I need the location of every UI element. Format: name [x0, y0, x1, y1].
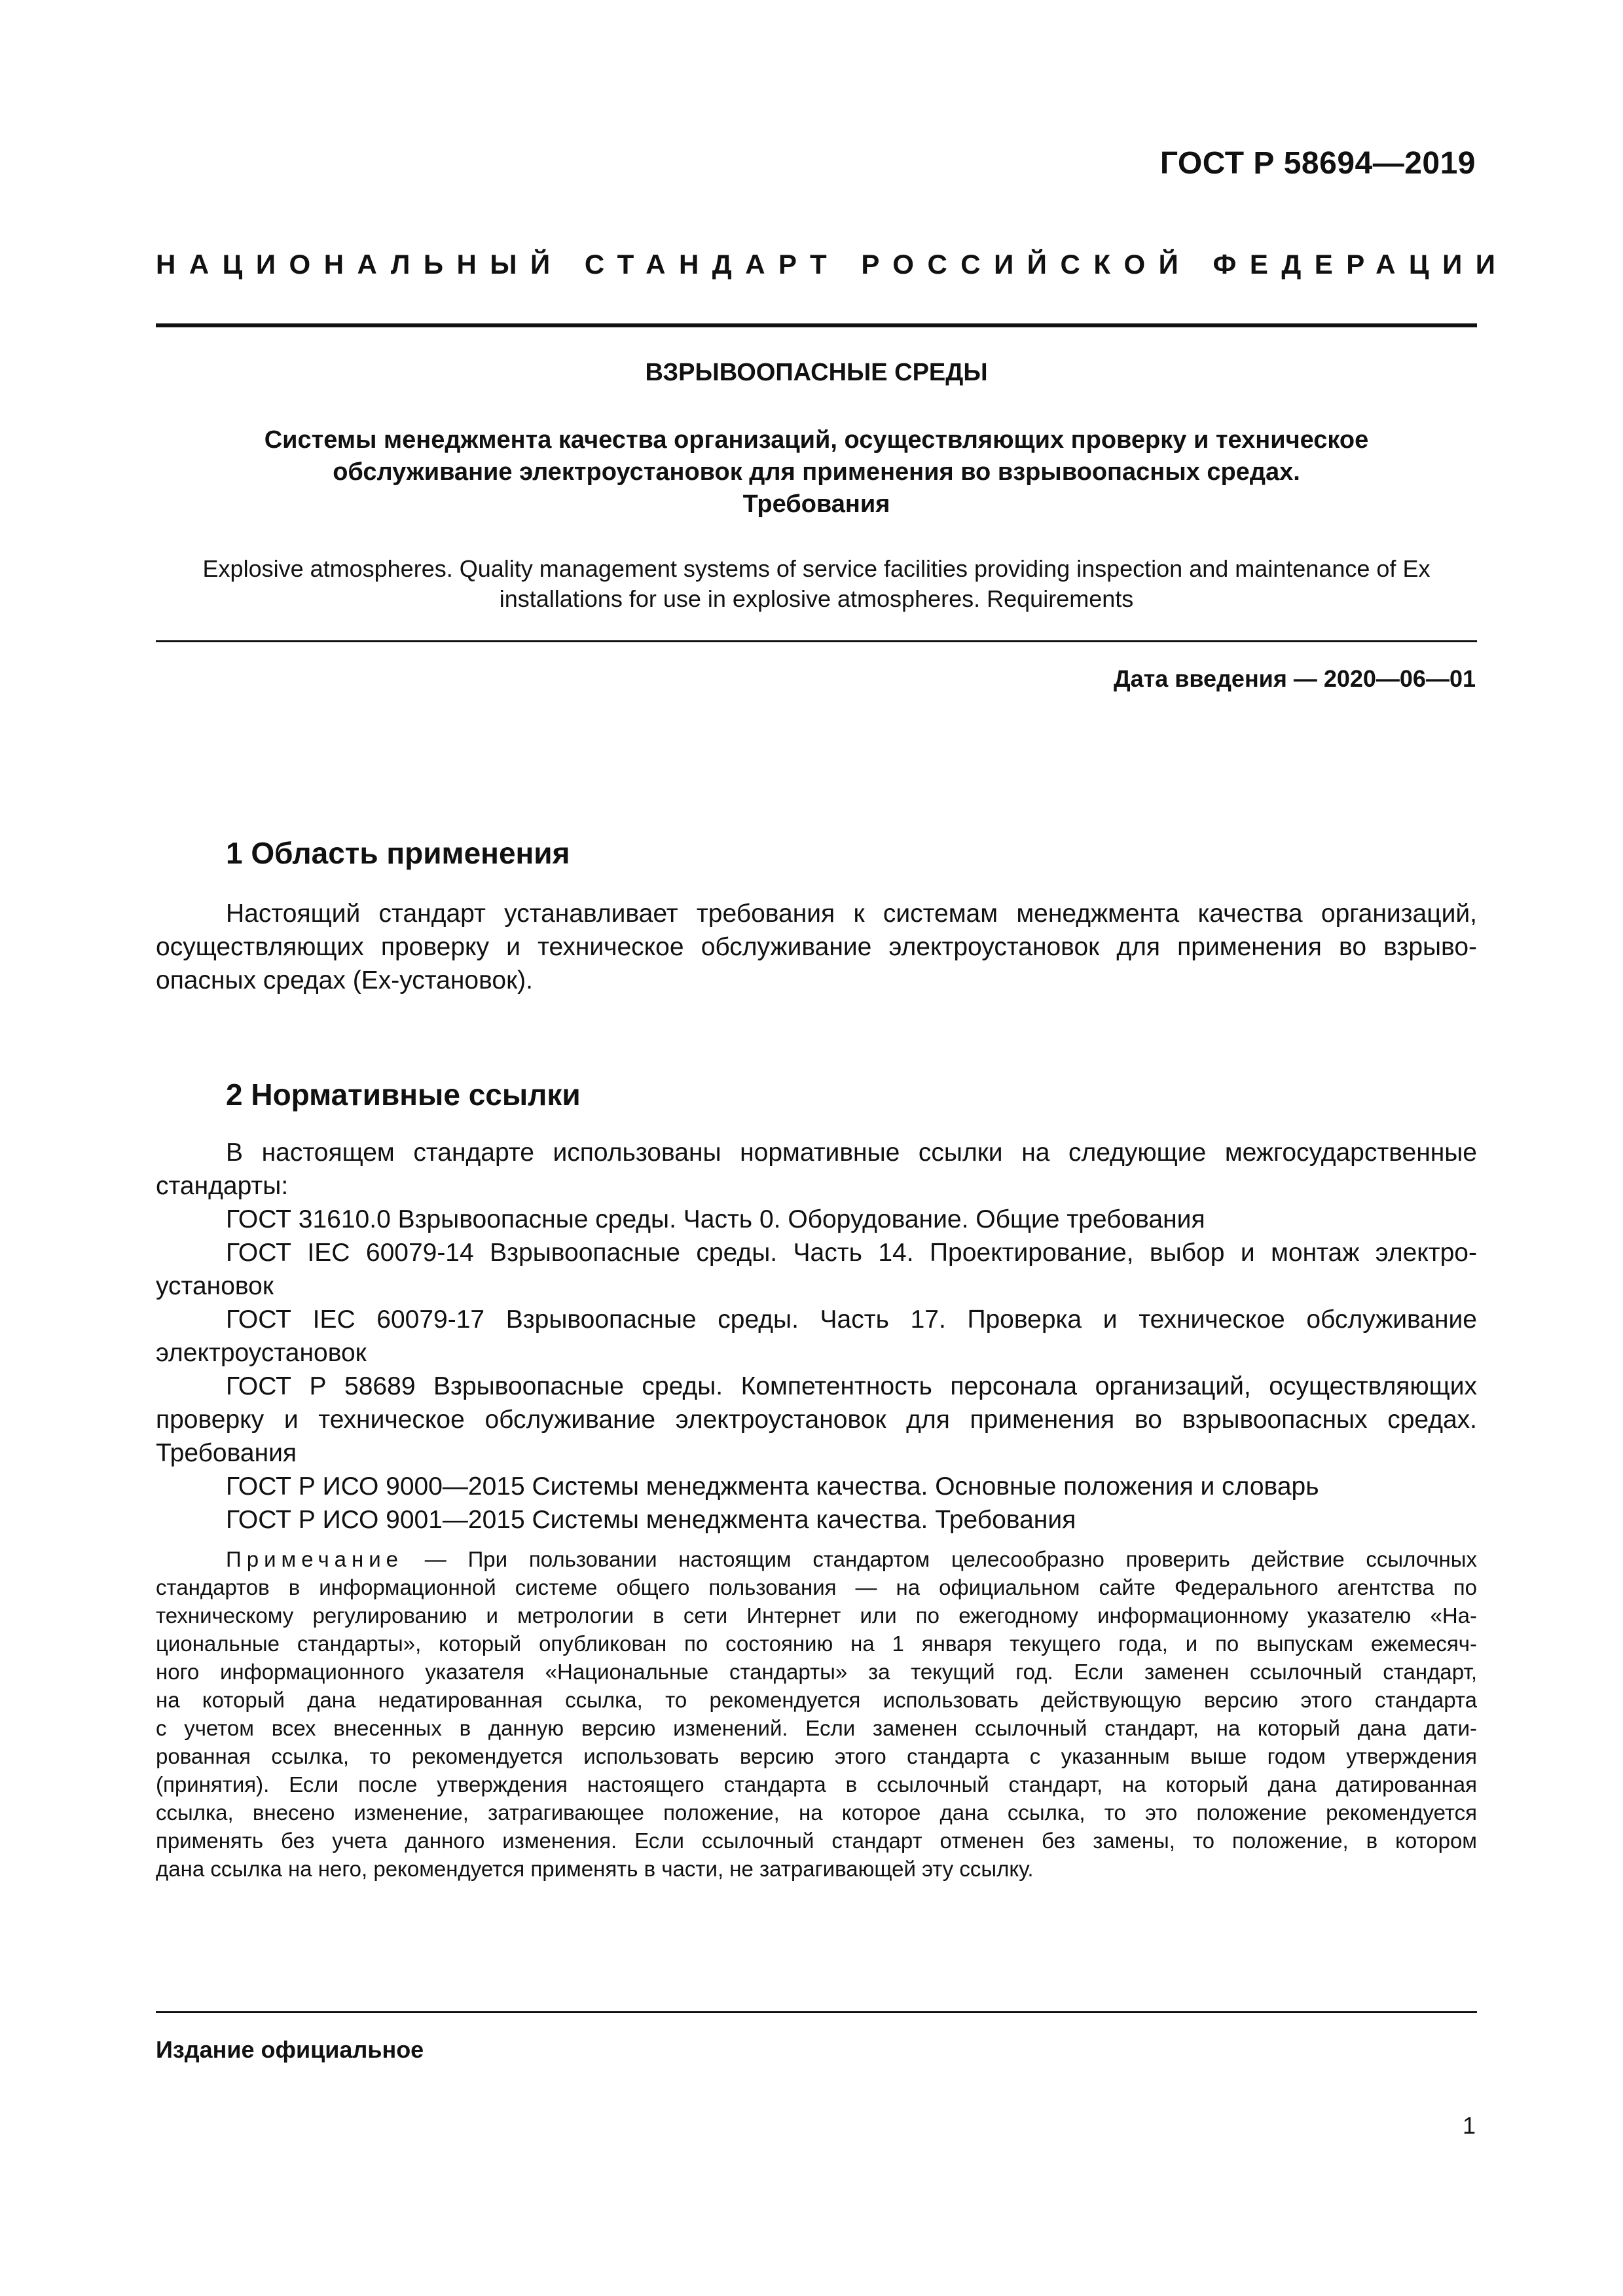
reference-item-continuation: Требования: [156, 1439, 297, 1467]
reference-item: ГОСТ Р ИСО 9000—2015 Системы менеджмента качества. Основные положения и словарь: [226, 1472, 1319, 1501]
title-divider: [156, 640, 1477, 642]
note-block: [156, 1545, 1477, 1883]
introduction-date: Дата введения — 2020—06—01: [1113, 665, 1476, 692]
reference-item: ГОСТ IEC 60079-14 Взрывоопасные среды. Часть 14. Проектирование, выбор и монтаж электро-: [226, 1239, 1477, 1267]
paragraph-line: опасных средах (Ex-установок).: [156, 966, 533, 994]
note-line: рованная ссылка, то рекомендуется использовать версию этого стандарта с указанным выше годом утверждения: [156, 1744, 1477, 1768]
paragraph-line: осуществляющих проверку и техническое обслуживание электроустановок для применения во взрыво-: [156, 933, 1477, 961]
paragraph-line: стандарты:: [156, 1172, 289, 1200]
national-standard-banner: НАЦИОНАЛЬНЫЙ СТАНДАРТ РОССИЙСКОЙ ФЕДЕРАЦИИ: [156, 249, 1509, 280]
section-1-heading: 1 Область применения: [226, 836, 570, 870]
english-title-line: Explosive atmospheres. Quality management systems of service facilities providing inspection and maintenance of Ex: [202, 555, 1431, 582]
subtitle: [156, 424, 1477, 520]
paragraph-line: Настоящий стандарт устанавливает требования к системам менеджмента качества организаций,: [226, 900, 1477, 928]
note-line: применять без учета данного изменения. Если ссылочный стандарт отменен без замены, то положение, в котором: [156, 1829, 1477, 1853]
note-first-line: [156, 1545, 1477, 1573]
section-1-paragraph: [156, 897, 1477, 997]
note-line: циональные стандарты», который опубликован по состоянию на 1 января текущего года, и по выпускам ежемесяч-: [156, 1631, 1477, 1656]
paragraph-line: В настоящем стандарте использованы нормативные ссылки на следующие межгосударственные: [226, 1139, 1477, 1167]
note-line: (принятия). Если после утверждения настоящего стандарта в ссылочный стандарт, на который дана датированная: [156, 1772, 1477, 1796]
note-line: дана ссылка на него, рекомендуется применять в части, не затрагивающей эту ссылку.: [156, 1857, 1034, 1881]
note-label: Примечание: [226, 1547, 404, 1571]
section-2-body: [156, 1136, 1477, 1537]
note-line: с учетом всех внесенных в данную версию изменений. Если заменен ссылочный стандарт, на который дана дати-: [156, 1716, 1477, 1740]
reference-item: ГОСТ IEC 60079-17 Взрывоопасные среды. Часть 17. Проверка и техническое обслуживание: [226, 1305, 1477, 1334]
reference-item-continuation: проверку и техническое обслуживание электроустановок для применения во взрывоопасных средах.: [156, 1406, 1477, 1434]
subtitle-line: Системы менеджмента качества организаций, осуществляющих проверку и техническое: [264, 426, 1369, 454]
reference-item: ГОСТ 31610.0 Взрывоопасные среды. Часть 0. Оборудование. Общие требования: [226, 1205, 1205, 1233]
reference-item-continuation: установок: [156, 1272, 274, 1300]
note-first-line-text: — При пользовании настоящим стандартом целесообразно проверить действие ссылочных: [403, 1547, 1477, 1571]
main-title: ВЗРЫВООПАСНЫЕ СРЕДЫ: [645, 359, 988, 386]
english-title: [156, 554, 1477, 614]
subtitle-line: обслуживание электроустановок для применения во взрывоопасных средах.: [333, 458, 1300, 486]
section-2-heading: 2 Нормативные ссылки: [226, 1078, 581, 1112]
note-line: стандартов в информационной системе общего пользования — на официальном сайте Федерального агентства по: [156, 1575, 1477, 1599]
note-line: ного информационного указателя «Национальные стандарты» за текущий год. Если заменен ссылочный стандарт,: [156, 1660, 1477, 1684]
subtitle-line: Требования: [742, 490, 890, 518]
note-line: на который дана недатированная ссылка, то рекомендуется использовать действующую версию этого стандарта: [156, 1688, 1477, 1712]
footer-divider: [156, 2011, 1477, 2013]
reference-item: ГОСТ Р 58689 Взрывоопасные среды. Компетентность персонала организаций, осуществляющих: [226, 1372, 1477, 1400]
edition-label: Издание официальное: [156, 2036, 424, 2063]
note-line: техническому регулированию и метрологии в сети Интернет или по ежегодному информационному указателю «На-: [156, 1603, 1477, 1628]
header-divider: [156, 323, 1477, 327]
note-line: ссылка, внесено изменение, затрагивающее положение, на которое дана ссылка, то это положение рекомендуется: [156, 1800, 1477, 1825]
document-number: ГОСТ Р 58694—2019: [1159, 146, 1476, 181]
page-number: 1: [1462, 2112, 1476, 2139]
english-title-line: installations for use in explosive atmospheres. Requirements: [499, 585, 1134, 612]
reference-item: ГОСТ Р ИСО 9001—2015 Системы менеджмента качества. Требования: [226, 1506, 1076, 1534]
reference-item-continuation: электроустановок: [156, 1339, 367, 1367]
